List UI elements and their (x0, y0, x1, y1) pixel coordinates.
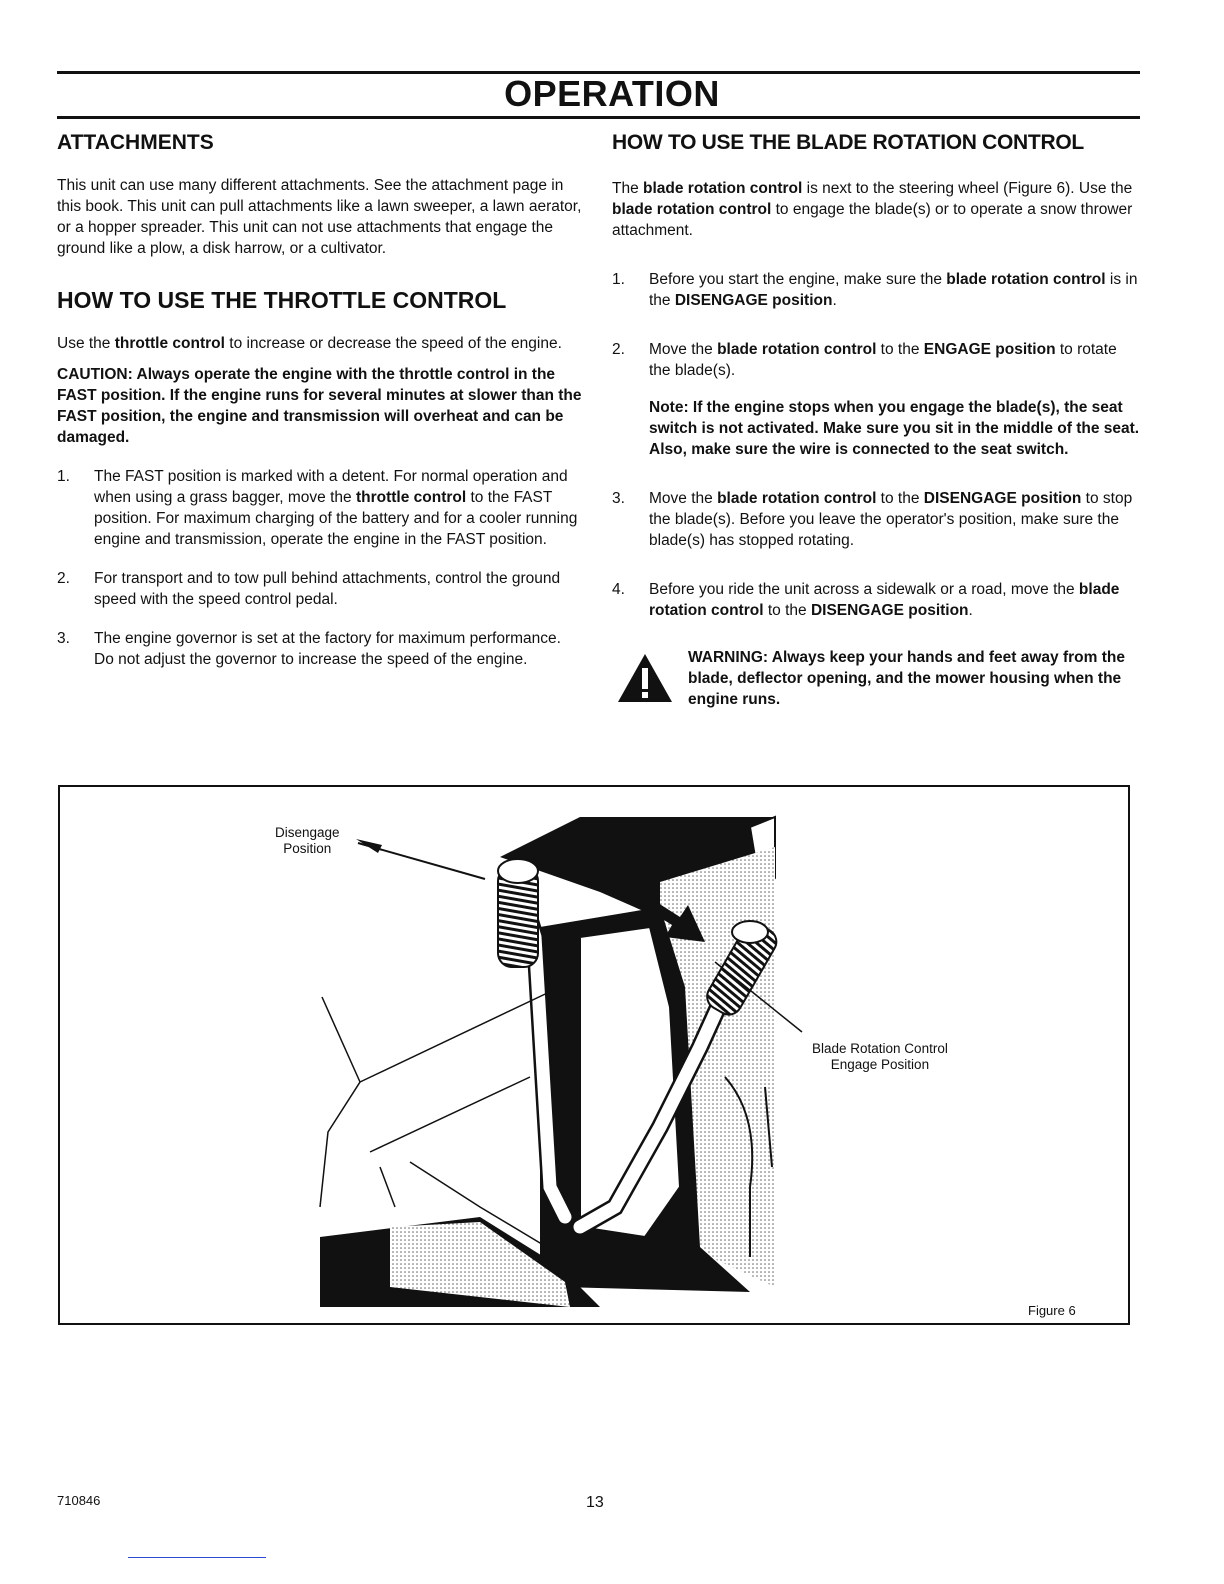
blade-control-illustration (60, 787, 1128, 1323)
right-column (612, 124, 1140, 710)
throttle-intro: Use the throttle control to increase or decrease the speed of the engine. (57, 335, 562, 352)
blade-intro: The blade rotation control is next to the steering wheel (Figure 6). Use the blade rotation control to engage the blade(s) or to operate a snow thrower attachment. (612, 180, 1133, 239)
document-code: 710846 (57, 1493, 101, 1508)
throttle-caution: CAUTION: Always operate the engine with the throttle control in the FAST position. If the engine runs for several minutes at slower than the FAST position, the engine and transmission will overheat and can be damaged. (57, 366, 582, 446)
page-number: 13 (586, 1494, 604, 1511)
bottom-link-underline (128, 1557, 266, 1558)
blade-steps (612, 269, 1140, 621)
figure-6 (58, 785, 1130, 1325)
list-item: 2. Move the blade rotation control to the ENGAGE position to rotate the blade(s). Note: If the engine stops when you engage the blade(s), the seat switch is not activated. Make sure you sit in the middle of the seat. Also, make sure the wire is connected to the seat switch. (612, 341, 1140, 458)
warning-block (612, 647, 1140, 710)
list-item: 3. The engine governor is set at the factory for maximum performance. Do not adjust the governor to increase the speed of the engine. (57, 630, 561, 668)
page-title: OPERATION (504, 73, 720, 114)
engage-label: Blade Rotation Control Engage Position (812, 1041, 948, 1072)
header-rule-bottom (57, 116, 1140, 119)
list-item: 3. Move the blade rotation control to the DISENGAGE position to stop the blade(s). Before you leave the operator's position, make sure the blade(s) has stopped rotating. (612, 490, 1133, 549)
list-item: 1. Before you start the engine, make sure the blade rotation control is in the DISENGAGE position. (612, 271, 1138, 309)
warning-text: WARNING: Always keep your hands and feet away from the blade, deflector opening, and the mower housing when the engine runs. (688, 649, 1125, 708)
attachments-text: This unit can use many different attachments. See the attachment page in this book. This unit can pull attachments like a lawn sweeper, a lawn aerator, or a hopper spreader. This unit can not use attachments that engage the ground like a plow, a disk harrow, or a cultivator. (57, 177, 582, 257)
warning-triangle-icon (617, 653, 673, 709)
attachments-heading: ATTACHMENTS (57, 131, 214, 154)
list-item: 4. Before you ride the unit across a sidewalk or a road, move the blade rotation control to the DISENGAGE position. (612, 581, 1120, 619)
seat-switch-note: Note: If the engine stops when you engage the blade(s), the seat switch is not activated. Make sure you sit in the middle of the seat. Also, make sure the wire is connected to the seat switch. (649, 399, 1140, 458)
left-column (57, 124, 585, 670)
blade-heading: HOW TO USE THE BLADE ROTATION CONTROL (612, 131, 1084, 154)
disengage-label: Disengage Position (275, 825, 340, 856)
list-item: 1. The FAST position is marked with a detent. For normal operation and when using a grass bagger, move the throttle control to the FAST position. For maximum charging of the battery and for a cooler running engine and transmission, operate the engine in the FAST position. (57, 468, 578, 548)
figure-caption: Figure 6 (1028, 1303, 1076, 1318)
throttle-heading: HOW TO USE THE THROTTLE CONTROL (57, 287, 507, 313)
list-item: 2. For transport and to tow pull behind attachments, control the ground speed with the speed control pedal. (57, 570, 561, 608)
throttle-steps (57, 466, 585, 670)
